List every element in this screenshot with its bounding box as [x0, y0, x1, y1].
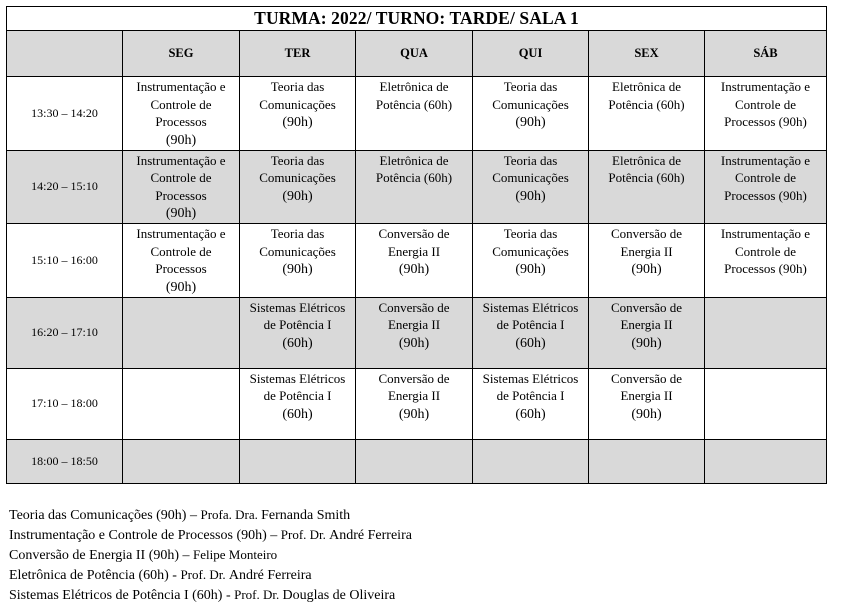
day-header: SÁB: [705, 31, 827, 77]
legend-course: Conversão de Energia II (90h) –: [9, 548, 194, 563]
course-hours: (90h): [398, 335, 430, 351]
course-hours: (90h): [165, 132, 197, 148]
legend-professor-title: Profa. Dra.: [200, 507, 262, 522]
legend-professor-title: Felipe Monteiro: [193, 547, 278, 562]
course-name: Instrumentação e Controle de Processos (90h): [720, 152, 811, 203]
course-name: Conversão de Energia II: [378, 226, 450, 259]
schedule-cell: [589, 150, 705, 224]
course-name: Instrumentação e Controle de Processos: [136, 226, 226, 276]
course-hours: (90h): [282, 115, 313, 130]
schedule-cell: [356, 439, 473, 483]
course-hours: (90h): [398, 262, 430, 277]
day-header: QUA: [356, 31, 473, 77]
course-name: Teoria das Comunicações: [492, 226, 569, 259]
schedule-cell: [356, 297, 473, 368]
course-hours: (90h): [631, 406, 662, 422]
schedule-table: [6, 6, 827, 484]
time-slot: 18:00 – 18:50: [7, 439, 123, 483]
schedule-row: [7, 439, 827, 483]
course-name: Instrumentação e Controle de Processos (90h): [720, 79, 811, 129]
legend-professor-name: André Ferreira: [228, 568, 312, 583]
schedule-cell: [240, 439, 356, 483]
schedule-cell: [473, 150, 589, 224]
schedule-cell: [589, 368, 705, 439]
schedule-cell: [123, 368, 240, 439]
legend-professor-name: André Ferreira: [329, 528, 412, 543]
schedule-cell: [705, 439, 827, 483]
course-hours: (90h): [165, 279, 197, 295]
schedule-cell: [356, 77, 473, 151]
course-name: Eletrônica de Potência (60h): [608, 79, 685, 112]
course-hours: (90h): [515, 115, 546, 130]
schedule-cell: [473, 439, 589, 483]
schedule-cell: [123, 77, 240, 151]
course-hours: (90h): [165, 206, 197, 221]
schedule-cell: [705, 224, 827, 298]
schedule-title: TURMA: 2022/ TURNO: TARDE/ SALA 1: [7, 7, 827, 31]
schedule-cell: [240, 77, 356, 151]
day-header: TER: [240, 31, 356, 77]
schedule-cell: [356, 150, 473, 224]
schedule-row: [7, 224, 827, 298]
schedule-cell: [123, 150, 240, 224]
course-name: Instrumentação e Controle de Processos: [136, 152, 226, 203]
schedule-cell: [123, 224, 240, 298]
schedule-cell: [705, 77, 827, 151]
course-name: Sistemas Elétricos de Potência I: [249, 370, 346, 403]
course-name: Instrumentação e Controle de Processos: [136, 79, 226, 129]
course-hours: (60h): [282, 335, 313, 351]
schedule-cell: [240, 224, 356, 298]
course-hours: (60h): [282, 406, 313, 422]
course-hours: (60h): [515, 335, 546, 351]
course-name: Conversão de Energia II: [610, 299, 683, 332]
professor-legend: [9, 505, 412, 605]
course-name: Conversão de Energia II: [610, 370, 683, 403]
legend-course: Teoria das Comunicações (90h) –: [9, 508, 201, 523]
course-name: Conversão de Energia II: [610, 226, 683, 259]
legend-professor-title: Prof. Dr.: [280, 527, 330, 542]
day-header: SEG: [123, 31, 240, 77]
course-name: Sistemas Elétricos de Potência I: [482, 299, 579, 332]
course-name: Teoria das Comunicações: [259, 226, 336, 259]
schedule-cell: [705, 368, 827, 439]
day-header: QUI: [473, 31, 589, 77]
legend-professor-name: Fernanda Smith: [261, 508, 351, 523]
schedule-cell: [473, 297, 589, 368]
schedule-cell: [123, 439, 240, 483]
schedule-cell: [705, 297, 827, 368]
schedule-cell: [240, 368, 356, 439]
schedule-cell: [589, 439, 705, 483]
legend-item: [9, 585, 412, 605]
day-header: SEX: [589, 31, 705, 77]
course-name: Instrumentação e Controle de Processos (90h): [720, 226, 811, 276]
header-corner: [7, 31, 123, 77]
legend-course: Instrumentação e Controle de Processos (90h) –: [9, 528, 281, 543]
course-name: Eletrônica de Potência (60h): [608, 152, 685, 185]
schedule-row: [7, 368, 827, 439]
course-name: Conversão de Energia II: [378, 299, 450, 332]
time-slot: 13:30 – 14:20: [7, 77, 123, 151]
schedule-cell: [705, 150, 827, 224]
schedule-cell: [473, 224, 589, 298]
legend-item: [9, 525, 412, 545]
course-name: Teoria das Comunicações: [492, 152, 569, 185]
legend-professor-title: Prof. Dr.: [180, 567, 229, 582]
legend-professor-title: Prof. Dr.: [234, 587, 283, 602]
course-hours: (90h): [398, 406, 430, 422]
schedule-row: [7, 297, 827, 368]
schedule-cell: [240, 297, 356, 368]
course-hours: (90h): [515, 188, 546, 204]
schedule-cell: [589, 224, 705, 298]
schedule-cell: [473, 368, 589, 439]
legend-item: [9, 565, 412, 585]
schedule-row: [7, 77, 827, 151]
course-name: Teoria das Comunicações: [259, 152, 336, 185]
course-hours: (60h): [515, 406, 546, 422]
time-slot: 16:20 – 17:10: [7, 297, 123, 368]
schedule-cell: [240, 150, 356, 224]
legend-professor-name: Douglas de Oliveira: [282, 588, 396, 603]
schedule-cell: [473, 77, 589, 151]
course-name: Sistemas Elétricos de Potência I: [482, 370, 579, 403]
course-name: Teoria das Comunicações: [259, 79, 336, 112]
legend-course: Sistemas Elétricos de Potência I (60h) -: [9, 588, 235, 603]
legend-course: Eletrônica de Potência (60h) -: [9, 568, 181, 583]
schedule-cell: [589, 297, 705, 368]
header-row: [7, 31, 827, 77]
schedule-cell: [356, 368, 473, 439]
course-name: Sistemas Elétricos de Potência I: [249, 299, 346, 332]
course-hours: (90h): [515, 262, 546, 277]
legend-item: [9, 505, 412, 525]
schedule-cell: [123, 297, 240, 368]
course-name: Eletrônica de Potência (60h): [375, 152, 453, 185]
title-row: [7, 7, 827, 31]
legend-item: [9, 545, 412, 565]
schedule-cell: [589, 77, 705, 151]
schedule-cell: [356, 224, 473, 298]
course-hours: (90h): [631, 335, 662, 351]
time-slot: 17:10 – 18:00: [7, 368, 123, 439]
time-slot: 15:10 – 16:00: [7, 224, 123, 298]
course-name: Eletrônica de Potência (60h): [375, 79, 453, 112]
course-hours: (90h): [282, 188, 313, 204]
course-hours: (90h): [631, 262, 662, 277]
schedule-row: [7, 150, 827, 224]
course-name: Teoria das Comunicações: [492, 79, 569, 112]
course-hours: (90h): [282, 262, 313, 277]
course-name: Conversão de Energia II: [378, 370, 450, 403]
time-slot: 14:20 – 15:10: [7, 150, 123, 224]
